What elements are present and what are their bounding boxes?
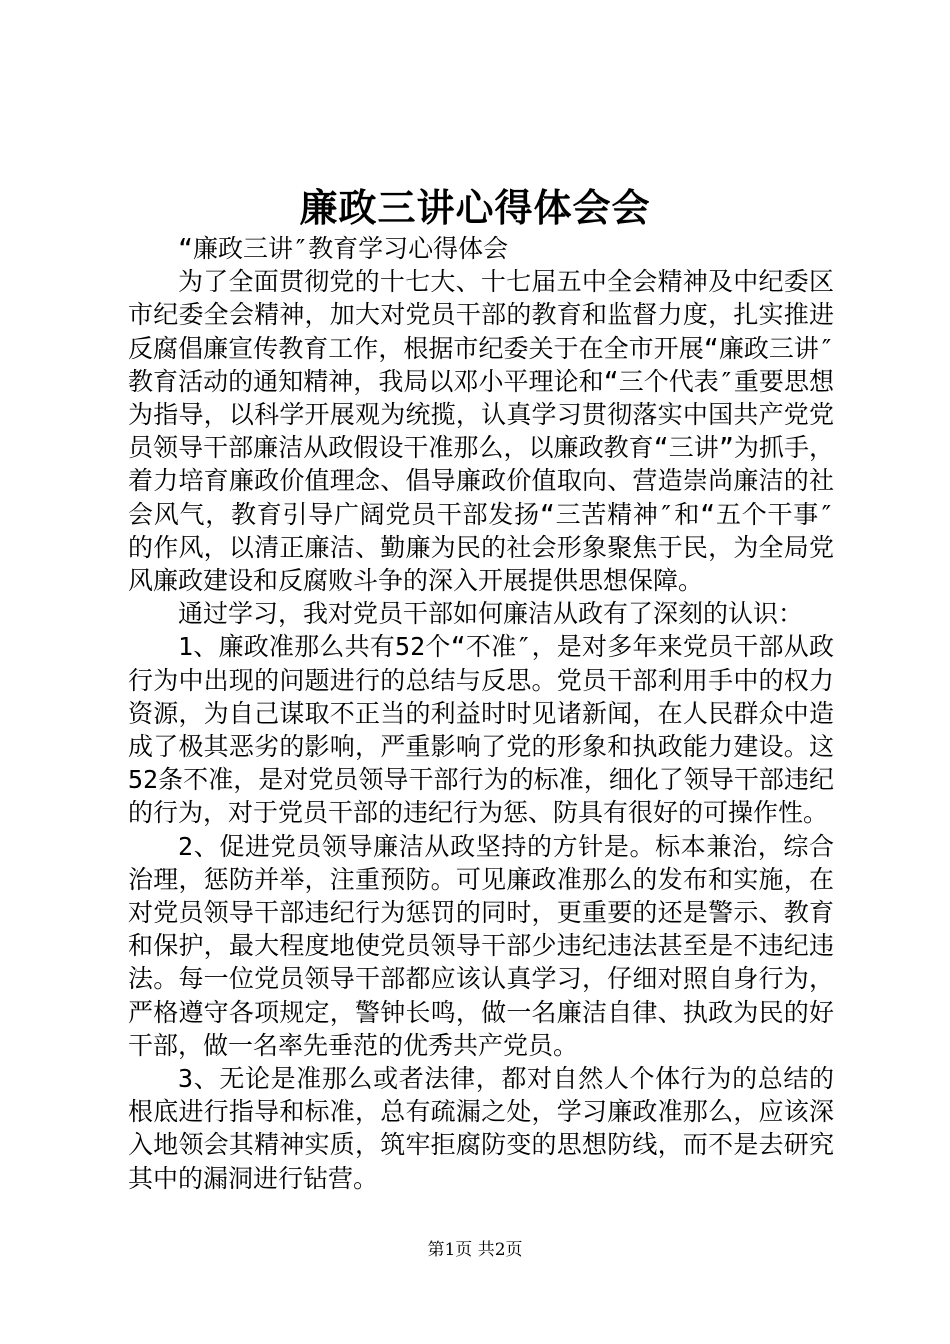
document-body [128, 232, 834, 1195]
paragraph-point-3: 3、无论是准那么或者法律，都对自然人个体行为的总结的根底进行指导和标准，总有疏漏之处，学习廉政准那么，应该深入地领会其精神实质，筑牢拒腐防变的思想防线，而不是去研究其中的漏洞进行钻营。 [128, 1064, 834, 1193]
paragraph-point-1: 1、廉政准那么共有52个“不准″，是对多年来党员干部从政行为中出现的问题进行的总结与反思。党员干部利用手中的权力资源，为自己谋取不正当的利益时时见诸新闻，在人民群众中造成了极其恶劣的影响，严重影响了党的形象和执政能力建设。这52条不准，是对党员领导干部行为的标准，细化了领导干部违纪的行为，对于党员干部的违纪行为惩、防具有很好的可操作性。 [128, 632, 834, 828]
paragraph-point-2: 2、促进党员领导廉洁从政坚持的方针是。标本兼治，综合治理，惩防并举，注重预防。可见廉政准那么的发布和实施，在对党员领导干部违纪行为惩罚的同时，更重要的还是警示、教育和保护，最大程度地使党员领导干部少违纪违法甚至是不违纪违法。每一位党员领导干部都应该认真学习，仔细对照自身行为，严格遵守各项规定，警钟长鸣，做一名廉洁自律、执政为民的好干部，做一名率先垂范的优秀共产党员。 [128, 831, 834, 1060]
page-footer: 第1页 共2页 [427, 1240, 523, 1260]
paragraph-subtitle: “廉政三讲″教育学习心得体会 [178, 234, 509, 263]
document-title: 廉政三讲心得体会会 [299, 185, 651, 230]
paragraph-intro: 为了全面贯彻党的十七大、十七届五中全会精神及中纪委区市纪委全会精神，加大对党员干部的教育和监督力度，扎实推进反腐倡廉宣传教育工作，根据市纪委关于在全市开展“廉政三讲″教育活动的通知精神，我局以邓小平理论和“三个代表″重要思想为指导，以科学开展观为统揽，认真学习贯彻落实中国共产党党员领导干部廉洁从政假设干准那么，以廉政教育“三讲”为抓手，着力培育廉政价值理念、倡导廉政价值取向、营造崇尚廉洁的社会风气，教育引导广阔党员干部发扬“三苦精神″和“五个干事″的作风，以清正廉洁、勤廉为民的社会形象聚焦于民，为全局党风廉政建设和反腐败斗争的深入开展提供思想保障。 [128, 267, 834, 596]
paragraph-understanding: 通过学习，我对党员干部如何廉洁从政有了深刻的认识： [178, 599, 804, 629]
